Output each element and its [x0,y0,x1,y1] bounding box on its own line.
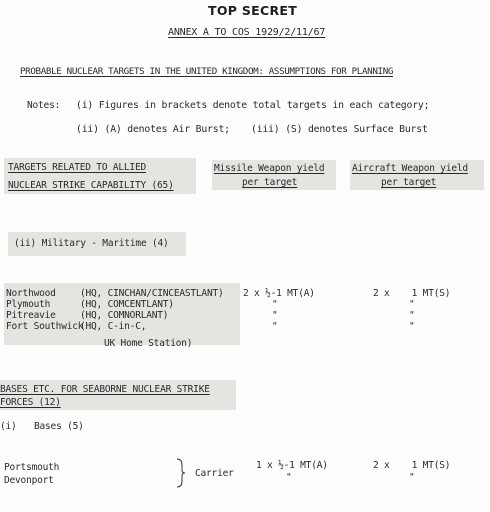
classification-heading: TOP SECRET [208,3,298,18]
section2-heading-line2: FORCES (12) [0,397,61,408]
aircraft-yield-ditto: " [409,310,415,321]
aircraft-yield-ditto: " [409,299,415,310]
base-name: Portsmouth [4,462,60,473]
aircraft-yield-ditto: " [409,321,415,332]
missile-yield-ditto: " [286,472,292,483]
missile-column-header-line1: Missile Weapon yield [214,163,325,174]
target-detail: (HQ, COMNORLANT) [80,310,169,321]
target-detail: (HQ, C-in-C, [80,321,147,332]
aircraft-column-header-line2: per target [381,177,437,188]
missile-yield: 2 x ½-1 MT(A) [243,288,315,299]
missile-yield-ditto: " [272,299,278,310]
target-detail: (HQ, COMCENTLANT) [80,299,174,310]
document-reference: ANNEX A TO COS 1929/2/11/67 [168,27,326,38]
target-name: Plymouth [6,299,51,310]
target-name: Northwood [6,288,56,299]
section1-heading-line2: NUCLEAR STRIKE CAPABILITY (65) [8,180,174,191]
note-1: (i) Figures in brackets denote total targets in each category; [76,100,430,111]
bases-subheading-number: (i) [0,421,17,432]
aircraft-yield: 2 x 1 MT(S) [373,460,451,471]
missile-column-header-line2: per target [242,177,298,188]
base-name: Devonport [4,475,54,486]
aircraft-yield-ditto: " [409,472,415,483]
section2-heading-line1: BASES ETC. FOR SEABORNE NUCLEAR STRIKE [0,384,210,395]
note-2: (ii) (A) denotes Air Burst; [76,124,230,135]
aircraft-yield: 2 x 1 MT(S) [373,288,451,299]
notes-label: Notes: [27,100,61,111]
target-name: Pitreavie [6,310,56,321]
grouping-brace [174,458,186,488]
missile-yield-ditto: " [272,310,278,321]
target-detail-continuation: UK Home Station) [104,338,193,349]
target-detail: (HQ, CINCHAN/CINCEASTLANT) [80,288,224,299]
target-name: Fort Southwick [6,321,84,332]
missile-yield-ditto: " [272,321,278,332]
section1-heading-line1: TARGETS RELATED TO ALLIED [8,162,146,173]
bases-subheading: Bases (5) [34,421,84,432]
missile-yield: 1 x ½-1 MT(A) [256,460,328,471]
document-title: PROBABLE NUCLEAR TARGETS IN THE UNITED KINGDOM: ASSUMPTIONS FOR PLANNING [20,66,394,77]
military-maritime-subheading: (ii) Military - Maritime (4) [14,238,169,249]
note-3: (iii) (S) denotes Surface Burst [251,124,428,135]
aircraft-column-header-line1: Aircraft Weapon yield [352,163,468,174]
carrier-label: Carrier [195,468,234,479]
